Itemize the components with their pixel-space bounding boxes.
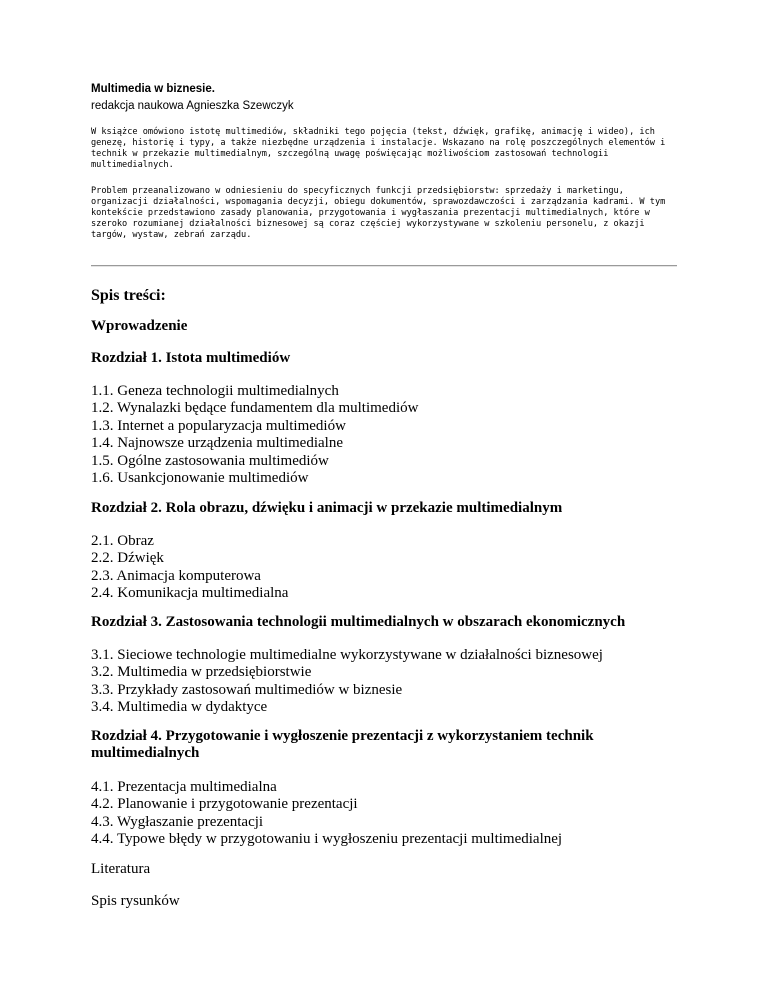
toc-figures: Spis rysunków bbox=[91, 893, 180, 909]
chapter-2-items bbox=[91, 533, 288, 603]
toc-item: 1.2. Wynalazki będące fundamentem dla multimediów bbox=[91, 400, 419, 417]
toc-item: 1.4. Najnowsze urządzenia multimedialne bbox=[91, 435, 343, 452]
description-paragraph-2: Problem przeanalizowano w odniesieniu do specyficznych funkcji przedsiębiorstw: sprzedaży i marketingu, organizacji działalności, wspomagania decyzji, obiegu dokumentów, sprawozdawczości i zarządzania kadrami. W tym kontekście przedstawiono zasady planowania, przygotowania i wygłaszania prezentacji multimedialnych, które w szeroko rozumianej działalności biznesowej są coraz częściej wykorzystywane w szkoleniu personelu, z okazji targów, wystaw, zebrań zarządu. bbox=[91, 186, 666, 241]
toc-item: 4.2. Planowanie i przygotowanie prezentacji bbox=[91, 796, 358, 813]
toc-item: 4.1. Prezentacja multimedialna bbox=[91, 779, 277, 795]
toc-bibliography: Literatura bbox=[91, 861, 151, 877]
toc-heading: Spis treści: bbox=[91, 287, 166, 304]
chapter-4-items bbox=[91, 779, 562, 849]
toc-item: 1.5. Ogólne zastosowania multimediów bbox=[91, 452, 329, 469]
toc-item: 1.3. Internet a popularyzacja multimediów bbox=[91, 417, 346, 434]
toc-item: 1.1. Geneza technologii multimedialnych bbox=[91, 383, 339, 399]
toc-item: 3.1. Sieciowe technologie multimedialne wykorzystywane w działalności biznesowej bbox=[91, 647, 603, 663]
chapter-2-title: Rozdział 2. Rola obrazu, dźwięku i animacji w przekazie multimedialnym bbox=[91, 500, 563, 516]
toc-item: 2.2. Dźwięk bbox=[91, 550, 164, 567]
toc-item: 2.4. Komunikacja multimedialna bbox=[91, 585, 289, 602]
book-title: Multimedia w biznesie. bbox=[91, 83, 215, 95]
toc-item: 1.6. Usankcjonowanie multimediów bbox=[91, 469, 309, 486]
toc-item: 3.3. Przykłady zastosowań multimediów w biznesie bbox=[91, 681, 403, 698]
toc-item: 4.3. Wygłaszanie prezentacji bbox=[91, 813, 264, 830]
toc-item: 4.4. Typowe błędy w przygotowaniu i wygłoszeniu prezentacji multimedialnej bbox=[91, 831, 563, 848]
toc-item: 2.1. Obraz bbox=[91, 533, 154, 549]
chapter-4-title: Rozdział 4. Przygotowanie i wygłoszenie prezentacji z wykorzystaniem technik multimedialnych bbox=[91, 728, 594, 762]
book-editor: redakcja naukowa Agnieszka Szewczyk bbox=[91, 100, 294, 112]
horizontal-divider bbox=[91, 265, 677, 267]
toc-item: 3.2. Multimedia w przedsiębiorstwie bbox=[91, 664, 312, 681]
chapter-3-items bbox=[91, 647, 603, 717]
toc-intro: Wprowadzenie bbox=[91, 318, 188, 334]
chapter-3-title: Rozdział 3. Zastosowania technologii multimedialnych w obszarach ekonomicznych bbox=[91, 614, 626, 630]
chapter-1-title: Rozdział 1. Istota multimediów bbox=[91, 350, 291, 366]
chapter-1-items bbox=[91, 383, 418, 487]
toc-item: 3.4. Multimedia w dydaktyce bbox=[91, 699, 268, 716]
toc-item: 2.3. Animacja komputerowa bbox=[91, 567, 261, 584]
description-paragraph-1: W książce omówiono istotę multimediów, składniki tego pojęcia (tekst, dźwięk, grafikę, animację i wideo), ich genezę, historię i typy, a także niezbędne urządzenia i instalacje. Wskazano na rolę poszczególnych elementów i technik w przekazie multimedialnym, szczególną uwagę poświęcając możliwościom zastosowań technologii multimedialnych. bbox=[91, 127, 666, 171]
